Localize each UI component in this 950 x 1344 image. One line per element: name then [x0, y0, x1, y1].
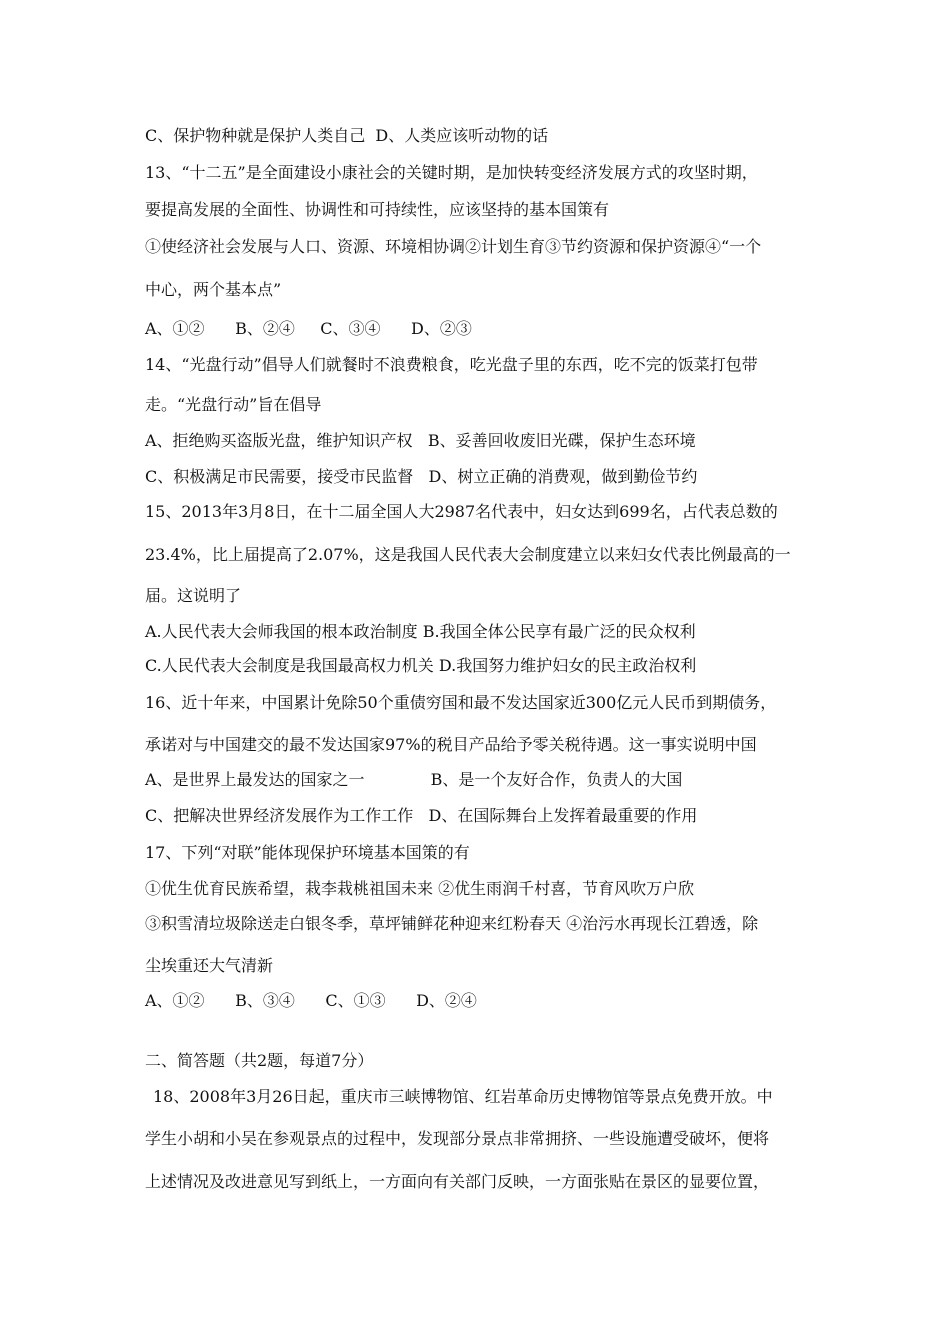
answer-options: C.人民代表大会制度是我国最高权力机关 D.我国努力维护妇女的民主政治权利 — [145, 656, 697, 675]
text-line: 承诺对与中国建交的最不发达国家97%的税目产品给予零关税待遇。这一事实说明中国 — [145, 735, 757, 754]
text-line: 23.4%，比上届提高了2.07%，这是我国人民代表大会制度建立以来妇女代表比例最高的一 — [145, 545, 791, 564]
answer-options: C、积极满足市民需要，接受市民监督 D、树立正确的消费观，做到勤俭节约 — [145, 467, 698, 486]
answer-options: A、是世界上最发达的国家之一 B、是一个友好合作，负责人的大国 — [145, 770, 683, 789]
answer-options: A.人民代表大会师我国的根本政治制度 B.我国全体公民享有最广泛的民众权利 — [145, 622, 696, 641]
answer-options: A、①② B、③④ C、①③ D、②④ — [145, 991, 477, 1010]
text-line: 要提高发展的全面性、协调性和可持续性，应该坚持的基本国策有 — [145, 200, 610, 219]
text-line: 届。这说明了 — [145, 586, 242, 605]
question-15-line: 15、2013年3月8日，在十二届全国人大2987名代表中，妇女达到699名，占代表总数的 — [145, 502, 778, 521]
text-line: ①使经济社会发展与人口、资源、环境相协调②计划生育③节约资源和保护资源④“一个 — [145, 237, 762, 256]
text-line: ③积雪清垃圾除送走白银冬季，草坪铺鲜花种迎来红粉春天 ④治污水再现长江碧透，除 — [145, 914, 759, 933]
question-16-line: 16、近十年来，中国累计免除50个重债穷国和最不发达国家近300亿元人民币到期债务， — [145, 693, 777, 712]
answer-options: A、拒绝购买盗版光盘，维护知识产权 B、妥善回收废旧光碟，保护生态环境 — [145, 431, 696, 450]
text-line: C、保护物种就是保护人类自己 D、人类应该听动物的话 — [145, 126, 549, 145]
text-line: ①优生优育民族希望，栽李栽桃祖国未来 ②优生雨润千村喜，节育风吹万户欣 — [145, 879, 695, 898]
text-line: 上述情况及改进意见写到纸上，一方面向有关部门反映，一方面张贴在景区的显要位置， — [145, 1172, 770, 1191]
text-line: 走。“光盘行动”旨在倡导 — [145, 395, 322, 414]
question-18-line: 18、2008年3月26日起，重庆市三峡博物馆、红岩革命历史博物馆等景点免费开放。中 — [153, 1087, 773, 1106]
question-17-line: 17、下列“对联”能体现保护环境基本国策的有 — [145, 843, 470, 862]
question-14-line: 14、“光盘行动”倡导人们就餐时不浪费粮食，吃光盘子里的东西，吃不完的饭菜打包带 — [145, 355, 758, 374]
text-line: 学生小胡和小吴在参观景点的过程中，发现部分景点非常拥挤、一些设施遭受破坏，便将 — [145, 1129, 770, 1148]
answer-options: A、①② B、②④ C、③④ D、②③ — [145, 319, 472, 338]
section-heading: 二、简答题（共2题，每道7分） — [145, 1051, 374, 1070]
answer-options: C、把解决世界经济发展作为工作工作 D、在国际舞台上发挥着最重要的作用 — [145, 806, 698, 825]
text-line: 尘埃重还大气清新 — [145, 956, 274, 975]
text-line: 中心，两个基本点” — [145, 280, 282, 299]
question-13-line: 13、“十二五”是全面建设小康社会的关键时期，是加快转变经济发展方式的攻坚时期， — [145, 163, 758, 182]
